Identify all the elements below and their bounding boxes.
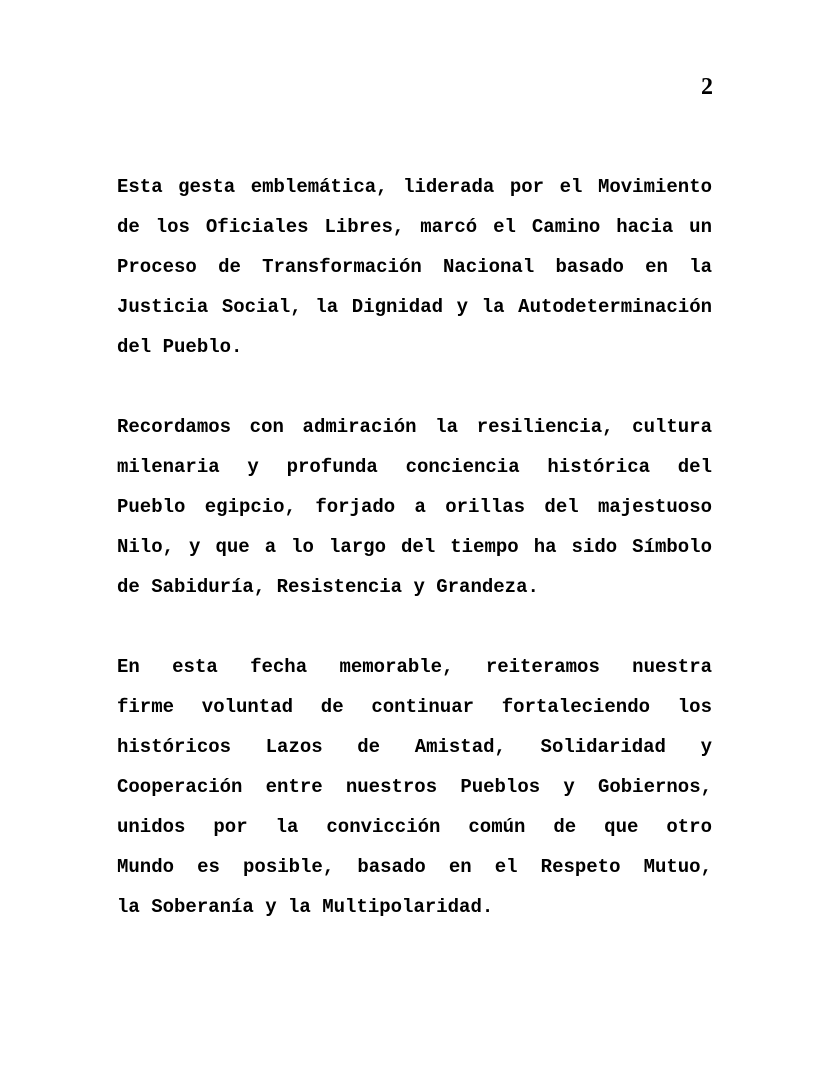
text-line: Cooperación entre nuestros Pueblos y Gobiernos, (117, 776, 712, 798)
text-line: históricos Lazos de Amistad, Solidaridad y (117, 736, 712, 758)
text-line: la Soberanía y la Multipolaridad. (117, 896, 494, 918)
paragraph (117, 167, 712, 367)
text-line: unidos por la convicción común de que otro (117, 816, 712, 838)
text-line: Justicia Social, la Dignidad y la Autodeterminación (117, 296, 712, 318)
text-line: de Sabiduría, Resistencia y Grandeza. (117, 576, 539, 598)
text-line: Pueblo egipcio, forjado a orillas del majestuoso (117, 496, 712, 518)
text-line: Mundo es posible, basado en el Respeto Mutuo, (117, 856, 712, 878)
text-line: milenaria y profunda conciencia histórica del (117, 456, 712, 478)
page-number: 2 (701, 74, 713, 100)
text-line: de los Oficiales Libres, marcó el Camino hacia un (117, 216, 712, 238)
text-line: En esta fecha memorable, reiteramos nuestra (117, 656, 712, 678)
document-body (117, 167, 712, 927)
text-line: Proceso de Transformación Nacional basado en la (117, 256, 712, 278)
text-line: Recordamos con admiración la resiliencia, cultura (117, 416, 712, 438)
text-line: del Pueblo. (117, 336, 243, 358)
paragraph (117, 647, 712, 927)
paragraph (117, 407, 712, 607)
text-line: firme voluntad de continuar fortaleciendo los (117, 696, 712, 718)
text-line: Nilo, y que a lo largo del tiempo ha sido Símbolo (117, 536, 712, 558)
text-line: Esta gesta emblemática, liderada por el Movimiento (117, 176, 712, 198)
